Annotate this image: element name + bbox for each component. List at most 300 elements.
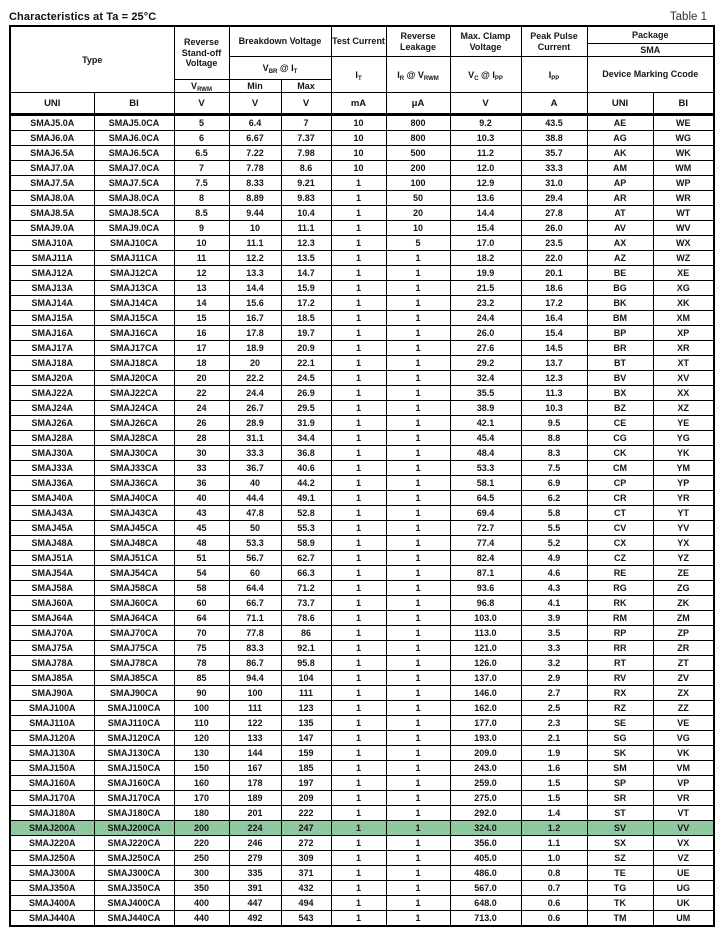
- cell-mark-uni: BT: [587, 356, 653, 371]
- table-row[interactable]: [10, 446, 714, 461]
- cell-mark-uni: SM: [587, 761, 653, 776]
- cell-type-uni: SMAJ20A: [10, 371, 94, 386]
- cell-vrwm: 90: [174, 686, 229, 701]
- cell-type-uni: SMAJ100A: [10, 701, 94, 716]
- cell-mark-bi: ZZ: [653, 701, 714, 716]
- cell-it: 1: [331, 656, 386, 671]
- table-row[interactable]: [10, 731, 714, 746]
- cell-it: 1: [331, 416, 386, 431]
- cell-vbr-max: 13.5: [281, 251, 331, 266]
- cell-vrwm: 150: [174, 761, 229, 776]
- table-row[interactable]: [10, 656, 714, 671]
- cell-vrwm: 36: [174, 476, 229, 491]
- cell-mark-bi: UG: [653, 881, 714, 896]
- cell-mark-bi: VT: [653, 806, 714, 821]
- cell-mark-bi: UK: [653, 896, 714, 911]
- table-row[interactable]: [10, 611, 714, 626]
- header-reverse-leakage: Reverse Leakage: [386, 26, 450, 57]
- cell-mark-bi: WX: [653, 236, 714, 251]
- cell-vbr-max: 22.1: [281, 356, 331, 371]
- cell-type-bi: SMAJ15CA: [94, 311, 174, 326]
- cell-ipp: 5.2: [521, 536, 587, 551]
- cell-vc: 45.4: [450, 431, 521, 446]
- cell-type-uni: SMAJ200A: [10, 821, 94, 836]
- cell-ir: 1: [386, 866, 450, 881]
- cell-ir: 1: [386, 551, 450, 566]
- cell-type-uni: SMAJ14A: [10, 296, 94, 311]
- cell-vbr-min: 77.8: [229, 626, 281, 641]
- cell-vbr-max: 58.9: [281, 536, 331, 551]
- cell-mark-uni: AP: [587, 176, 653, 191]
- cell-vc: 64.5: [450, 491, 521, 506]
- header-ipp-symbol: $I_{PP}$: [521, 57, 587, 93]
- header-max: Max: [281, 80, 331, 93]
- unit-cell-vrwm: V: [174, 93, 229, 115]
- table-row[interactable]: [10, 521, 714, 536]
- cell-vrwm: 22: [174, 386, 229, 401]
- characteristics-table: [9, 25, 715, 927]
- cell-ir: 1: [386, 311, 450, 326]
- cell-vc: 11.2: [450, 146, 521, 161]
- cell-vrwm: 54: [174, 566, 229, 581]
- cell-ipp: 11.3: [521, 386, 587, 401]
- table-row[interactable]: [10, 491, 714, 506]
- cell-mark-uni: RE: [587, 566, 653, 581]
- cell-it: 1: [331, 791, 386, 806]
- table-row[interactable]: [10, 806, 714, 821]
- table-row[interactable]: [10, 161, 714, 176]
- table-row[interactable]: [10, 641, 714, 656]
- cell-type-bi: SMAJ12CA: [94, 266, 174, 281]
- table-row[interactable]: [10, 251, 714, 266]
- cell-it: 1: [331, 236, 386, 251]
- cell-vbr-max: 49.1: [281, 491, 331, 506]
- table-row[interactable]: [10, 566, 714, 581]
- table-row[interactable]: [10, 596, 714, 611]
- cell-vbr-min: 31.1: [229, 431, 281, 446]
- cell-vbr-max: 147: [281, 731, 331, 746]
- cell-mark-uni: BV: [587, 371, 653, 386]
- cell-mark-bi: WG: [653, 131, 714, 146]
- table-row[interactable]: [10, 206, 714, 221]
- cell-mark-bi: VG: [653, 731, 714, 746]
- table-row[interactable]: [10, 115, 714, 131]
- table-row[interactable]: [10, 416, 714, 431]
- cell-vrwm: 14: [174, 296, 229, 311]
- cell-vc: 103.0: [450, 611, 521, 626]
- cell-vc: 12.9: [450, 176, 521, 191]
- cell-mark-bi: YP: [653, 476, 714, 491]
- cell-type-uni: SMAJ300A: [10, 866, 94, 881]
- cell-vc: 10.3: [450, 131, 521, 146]
- cell-vbr-max: 11.1: [281, 221, 331, 236]
- cell-ir: 1: [386, 581, 450, 596]
- cell-ipp: 3.3: [521, 641, 587, 656]
- cell-vrwm: 33: [174, 461, 229, 476]
- cell-it: 1: [331, 461, 386, 476]
- cell-mark-uni: CZ: [587, 551, 653, 566]
- cell-vrwm: 40: [174, 491, 229, 506]
- cell-ir: 1: [386, 821, 450, 836]
- cell-type-bi: SMAJ400CA: [94, 896, 174, 911]
- cell-it: 1: [331, 551, 386, 566]
- header-max-clamp-voltage: Max. Clamp Voltage: [450, 26, 521, 57]
- cell-mark-uni: BM: [587, 311, 653, 326]
- cell-ipp: 10.3: [521, 401, 587, 416]
- table-row[interactable]: [10, 506, 714, 521]
- table-row[interactable]: [10, 356, 714, 371]
- cell-it: 1: [331, 806, 386, 821]
- cell-ipp: 22.0: [521, 251, 587, 266]
- unit-cell-vc: V: [450, 93, 521, 115]
- unit-cell-it: mA: [331, 93, 386, 115]
- cell-vrwm: 24: [174, 401, 229, 416]
- cell-vrwm: 28: [174, 431, 229, 446]
- cell-it: 1: [331, 386, 386, 401]
- cell-vbr-max: 26.9: [281, 386, 331, 401]
- cell-ipp: 16.4: [521, 311, 587, 326]
- cell-vbr-max: 34.4: [281, 431, 331, 446]
- cell-type-uni: SMAJ24A: [10, 401, 94, 416]
- cell-vc: 137.0: [450, 671, 521, 686]
- cell-it: 1: [331, 761, 386, 776]
- cell-vrwm: 13: [174, 281, 229, 296]
- cell-it: 1: [331, 731, 386, 746]
- table-row[interactable]: [10, 716, 714, 731]
- table-row[interactable]: [10, 236, 714, 251]
- cell-vbr-min: 14.4: [229, 281, 281, 296]
- cell-ipp: 1.2: [521, 821, 587, 836]
- cell-vbr-min: 64.4: [229, 581, 281, 596]
- header-device-marking-code: Device Marking Ccode: [587, 57, 714, 93]
- cell-it: 1: [331, 851, 386, 866]
- cell-it: 1: [331, 371, 386, 386]
- cell-mark-bi: VR: [653, 791, 714, 806]
- table-row[interactable]: [10, 131, 714, 146]
- cell-mark-uni: CX: [587, 536, 653, 551]
- cell-vc: 13.6: [450, 191, 521, 206]
- cell-it: 1: [331, 686, 386, 701]
- cell-type-uni: SMAJ9.0A: [10, 221, 94, 236]
- table-row[interactable]: [10, 341, 714, 356]
- unit-cell-mark-bi: BI: [653, 93, 714, 115]
- cell-mark-bi: WZ: [653, 251, 714, 266]
- cell-vrwm: 60: [174, 596, 229, 611]
- cell-vrwm: 9: [174, 221, 229, 236]
- cell-vbr-max: 66.3: [281, 566, 331, 581]
- cell-type-uni: SMAJ7.5A: [10, 176, 94, 191]
- cell-vbr-min: 86.7: [229, 656, 281, 671]
- cell-type-uni: SMAJ150A: [10, 761, 94, 776]
- table-row[interactable]: [10, 761, 714, 776]
- cell-ipp: 2.5: [521, 701, 587, 716]
- cell-mark-bi: YX: [653, 536, 714, 551]
- cell-vbr-max: 135: [281, 716, 331, 731]
- table-row[interactable]: [10, 326, 714, 341]
- cell-mark-bi: YZ: [653, 551, 714, 566]
- cell-mark-bi: XT: [653, 356, 714, 371]
- cell-vrwm: 8: [174, 191, 229, 206]
- cell-ipp: 27.8: [521, 206, 587, 221]
- table-row[interactable]: [10, 911, 714, 927]
- cell-vrwm: 58: [174, 581, 229, 596]
- table-row[interactable]: [10, 701, 714, 716]
- cell-vrwm: 170: [174, 791, 229, 806]
- cell-ipp: 13.7: [521, 356, 587, 371]
- cell-type-bi: SMAJ220CA: [94, 836, 174, 851]
- cell-vbr-min: 53.3: [229, 536, 281, 551]
- header-vbr-symbol: $V_{BR}$ @ $I_T$: [229, 57, 331, 80]
- cell-ipp: 15.4: [521, 326, 587, 341]
- cell-it: 1: [331, 191, 386, 206]
- cell-type-uni: SMAJ120A: [10, 731, 94, 746]
- cell-mark-bi: YV: [653, 521, 714, 536]
- cell-type-bi: SMAJ180CA: [94, 806, 174, 821]
- cell-vrwm: 85: [174, 671, 229, 686]
- cell-ipp: 31.0: [521, 176, 587, 191]
- cell-mark-uni: CG: [587, 431, 653, 446]
- cell-vc: 38.9: [450, 401, 521, 416]
- cell-mark-uni: AK: [587, 146, 653, 161]
- table-row[interactable]: [10, 386, 714, 401]
- cell-vc: 648.0: [450, 896, 521, 911]
- table-row[interactable]: [10, 791, 714, 806]
- cell-ipp: 2.7: [521, 686, 587, 701]
- table-row[interactable]: [10, 896, 714, 911]
- cell-vbr-min: 24.4: [229, 386, 281, 401]
- cell-type-uni: SMAJ5.0A: [10, 115, 94, 131]
- cell-vrwm: 120: [174, 731, 229, 746]
- cell-vbr-min: 18.9: [229, 341, 281, 356]
- table-row[interactable]: [10, 461, 714, 476]
- cell-ir: 20: [386, 206, 450, 221]
- table-row[interactable]: [10, 311, 714, 326]
- cell-vc: 275.0: [450, 791, 521, 806]
- cell-vbr-max: 55.3: [281, 521, 331, 536]
- table-row[interactable]: [10, 746, 714, 761]
- cell-ipp: 1.6: [521, 761, 587, 776]
- cell-ipp: 1.5: [521, 776, 587, 791]
- cell-vbr-max: 9.83: [281, 191, 331, 206]
- table-row[interactable]: [10, 866, 714, 881]
- cell-vc: 82.4: [450, 551, 521, 566]
- cell-vbr-max: 29.5: [281, 401, 331, 416]
- cell-type-bi: SMAJ51CA: [94, 551, 174, 566]
- cell-vc: 14.4: [450, 206, 521, 221]
- unit-cell-vbr-min: V: [229, 93, 281, 115]
- table-row[interactable]: [10, 146, 714, 161]
- cell-type-bi: SMAJ7.0CA: [94, 161, 174, 176]
- cell-vbr-max: 10.4: [281, 206, 331, 221]
- cell-it: 1: [331, 311, 386, 326]
- cell-type-bi: SMAJ8.5CA: [94, 206, 174, 221]
- cell-ipp: 0.6: [521, 896, 587, 911]
- cell-mark-uni: RM: [587, 611, 653, 626]
- cell-mark-uni: RG: [587, 581, 653, 596]
- cell-mark-bi: XK: [653, 296, 714, 311]
- table-row[interactable]: [10, 476, 714, 491]
- cell-mark-uni: SV: [587, 821, 653, 836]
- cell-mark-bi: ZE: [653, 566, 714, 581]
- cell-mark-bi: YG: [653, 431, 714, 446]
- cell-ir: 800: [386, 131, 450, 146]
- cell-it: 1: [331, 446, 386, 461]
- cell-it: 1: [331, 296, 386, 311]
- cell-vbr-min: 8.89: [229, 191, 281, 206]
- cell-vrwm: 70: [174, 626, 229, 641]
- unit-cell-type-uni: UNI: [10, 93, 94, 115]
- table-row[interactable]: [10, 401, 714, 416]
- cell-ir: 1: [386, 521, 450, 536]
- cell-type-bi: SMAJ160CA: [94, 776, 174, 791]
- cell-type-bi: SMAJ28CA: [94, 431, 174, 446]
- cell-ir: 1: [386, 671, 450, 686]
- cell-mark-uni: BP: [587, 326, 653, 341]
- cell-ir: 1: [386, 911, 450, 927]
- cell-ir: 1: [386, 401, 450, 416]
- cell-vbr-max: 104: [281, 671, 331, 686]
- cell-vc: 87.1: [450, 566, 521, 581]
- cell-it: 1: [331, 566, 386, 581]
- header-package-sma: SMA: [587, 44, 714, 57]
- table-row[interactable]: [10, 881, 714, 896]
- table-row[interactable]: [10, 536, 714, 551]
- cell-mark-bi: XV: [653, 371, 714, 386]
- cell-ipp: 33.3: [521, 161, 587, 176]
- cell-ipp: 26.0: [521, 221, 587, 236]
- table-row[interactable]: [10, 176, 714, 191]
- cell-it: 10: [331, 131, 386, 146]
- table-row[interactable]: [10, 221, 714, 236]
- cell-vrwm: 6: [174, 131, 229, 146]
- table-row[interactable]: [10, 671, 714, 686]
- cell-mark-bi: VK: [653, 746, 714, 761]
- cell-mark-uni: TG: [587, 881, 653, 896]
- table-row[interactable]: [10, 581, 714, 596]
- cell-vrwm: 200: [174, 821, 229, 836]
- cell-vbr-max: 111: [281, 686, 331, 701]
- cell-it: 1: [331, 821, 386, 836]
- cell-vbr-min: 12.2: [229, 251, 281, 266]
- table-row-highlighted[interactable]: [10, 821, 714, 836]
- cell-vbr-min: 7.78: [229, 161, 281, 176]
- cell-it: 1: [331, 356, 386, 371]
- cell-it: 1: [331, 671, 386, 686]
- cell-mark-bi: VM: [653, 761, 714, 776]
- cell-vc: 58.1: [450, 476, 521, 491]
- table-row[interactable]: [10, 686, 714, 701]
- table-row[interactable]: [10, 191, 714, 206]
- cell-ir: 200: [386, 161, 450, 176]
- table-row[interactable]: [10, 431, 714, 446]
- cell-vbr-min: 122: [229, 716, 281, 731]
- cell-type-bi: SMAJ78CA: [94, 656, 174, 671]
- cell-ipp: 17.2: [521, 296, 587, 311]
- cell-vrwm: 110: [174, 716, 229, 731]
- cell-vbr-max: 73.7: [281, 596, 331, 611]
- cell-ipp: 38.8: [521, 131, 587, 146]
- header-vrwm-symbol: $V_{RWM}$: [174, 80, 229, 93]
- table-row[interactable]: [10, 626, 714, 641]
- table-row[interactable]: [10, 266, 714, 281]
- cell-mark-bi: ZX: [653, 686, 714, 701]
- cell-ir: 1: [386, 371, 450, 386]
- table-row[interactable]: [10, 371, 714, 386]
- cell-vbr-max: 92.1: [281, 641, 331, 656]
- table-row[interactable]: [10, 836, 714, 851]
- cell-vbr-max: 7.98: [281, 146, 331, 161]
- cell-vc: 35.5: [450, 386, 521, 401]
- table-row[interactable]: [10, 776, 714, 791]
- cell-vbr-max: 432: [281, 881, 331, 896]
- cell-ipp: 43.5: [521, 115, 587, 131]
- cell-ir: 1: [386, 761, 450, 776]
- cell-it: 1: [331, 701, 386, 716]
- cell-vbr-min: 50: [229, 521, 281, 536]
- cell-mark-uni: ST: [587, 806, 653, 821]
- cell-mark-bi: WM: [653, 161, 714, 176]
- cell-it: 1: [331, 536, 386, 551]
- cell-vbr-max: 19.7: [281, 326, 331, 341]
- cell-vc: 26.0: [450, 326, 521, 341]
- cell-mark-bi: VP: [653, 776, 714, 791]
- cell-vbr-min: 36.7: [229, 461, 281, 476]
- cell-ipp: 3.5: [521, 626, 587, 641]
- cell-type-bi: SMAJ250CA: [94, 851, 174, 866]
- cell-vc: 29.2: [450, 356, 521, 371]
- cell-it: 1: [331, 326, 386, 341]
- cell-mark-uni: SR: [587, 791, 653, 806]
- cell-type-bi: SMAJ110CA: [94, 716, 174, 731]
- cell-mark-uni: RV: [587, 671, 653, 686]
- table-row[interactable]: [10, 851, 714, 866]
- table-row[interactable]: [10, 551, 714, 566]
- cell-type-bi: SMAJ60CA: [94, 596, 174, 611]
- cell-type-uni: SMAJ130A: [10, 746, 94, 761]
- cell-type-uni: SMAJ11A: [10, 251, 94, 266]
- cell-ir: 1: [386, 656, 450, 671]
- cell-it: 1: [331, 341, 386, 356]
- cell-it: 1: [331, 641, 386, 656]
- cell-vbr-max: 247: [281, 821, 331, 836]
- cell-it: 1: [331, 476, 386, 491]
- table-label: Table 1: [669, 11, 707, 23]
- cell-type-uni: SMAJ220A: [10, 836, 94, 851]
- cell-vc: 32.4: [450, 371, 521, 386]
- table-row[interactable]: [10, 296, 714, 311]
- cell-vrwm: 160: [174, 776, 229, 791]
- cell-vrwm: 17: [174, 341, 229, 356]
- cell-vbr-min: 33.3: [229, 446, 281, 461]
- cell-vbr-min: 10: [229, 221, 281, 236]
- cell-vbr-min: 20: [229, 356, 281, 371]
- cell-vc: 19.9: [450, 266, 521, 281]
- table-body: [10, 115, 714, 927]
- cell-vbr-min: 246: [229, 836, 281, 851]
- cell-type-bi: SMAJ43CA: [94, 506, 174, 521]
- cell-vrwm: 18: [174, 356, 229, 371]
- cell-type-uni: SMAJ60A: [10, 596, 94, 611]
- cell-vbr-min: 189: [229, 791, 281, 806]
- cell-type-bi: SMAJ54CA: [94, 566, 174, 581]
- cell-mark-uni: RK: [587, 596, 653, 611]
- cell-mark-uni: AZ: [587, 251, 653, 266]
- cell-vc: 126.0: [450, 656, 521, 671]
- cell-vrwm: 16: [174, 326, 229, 341]
- header-peak-pulse-current: Peak Pulse Current: [521, 26, 587, 57]
- cell-type-uni: SMAJ160A: [10, 776, 94, 791]
- table-row[interactable]: [10, 281, 714, 296]
